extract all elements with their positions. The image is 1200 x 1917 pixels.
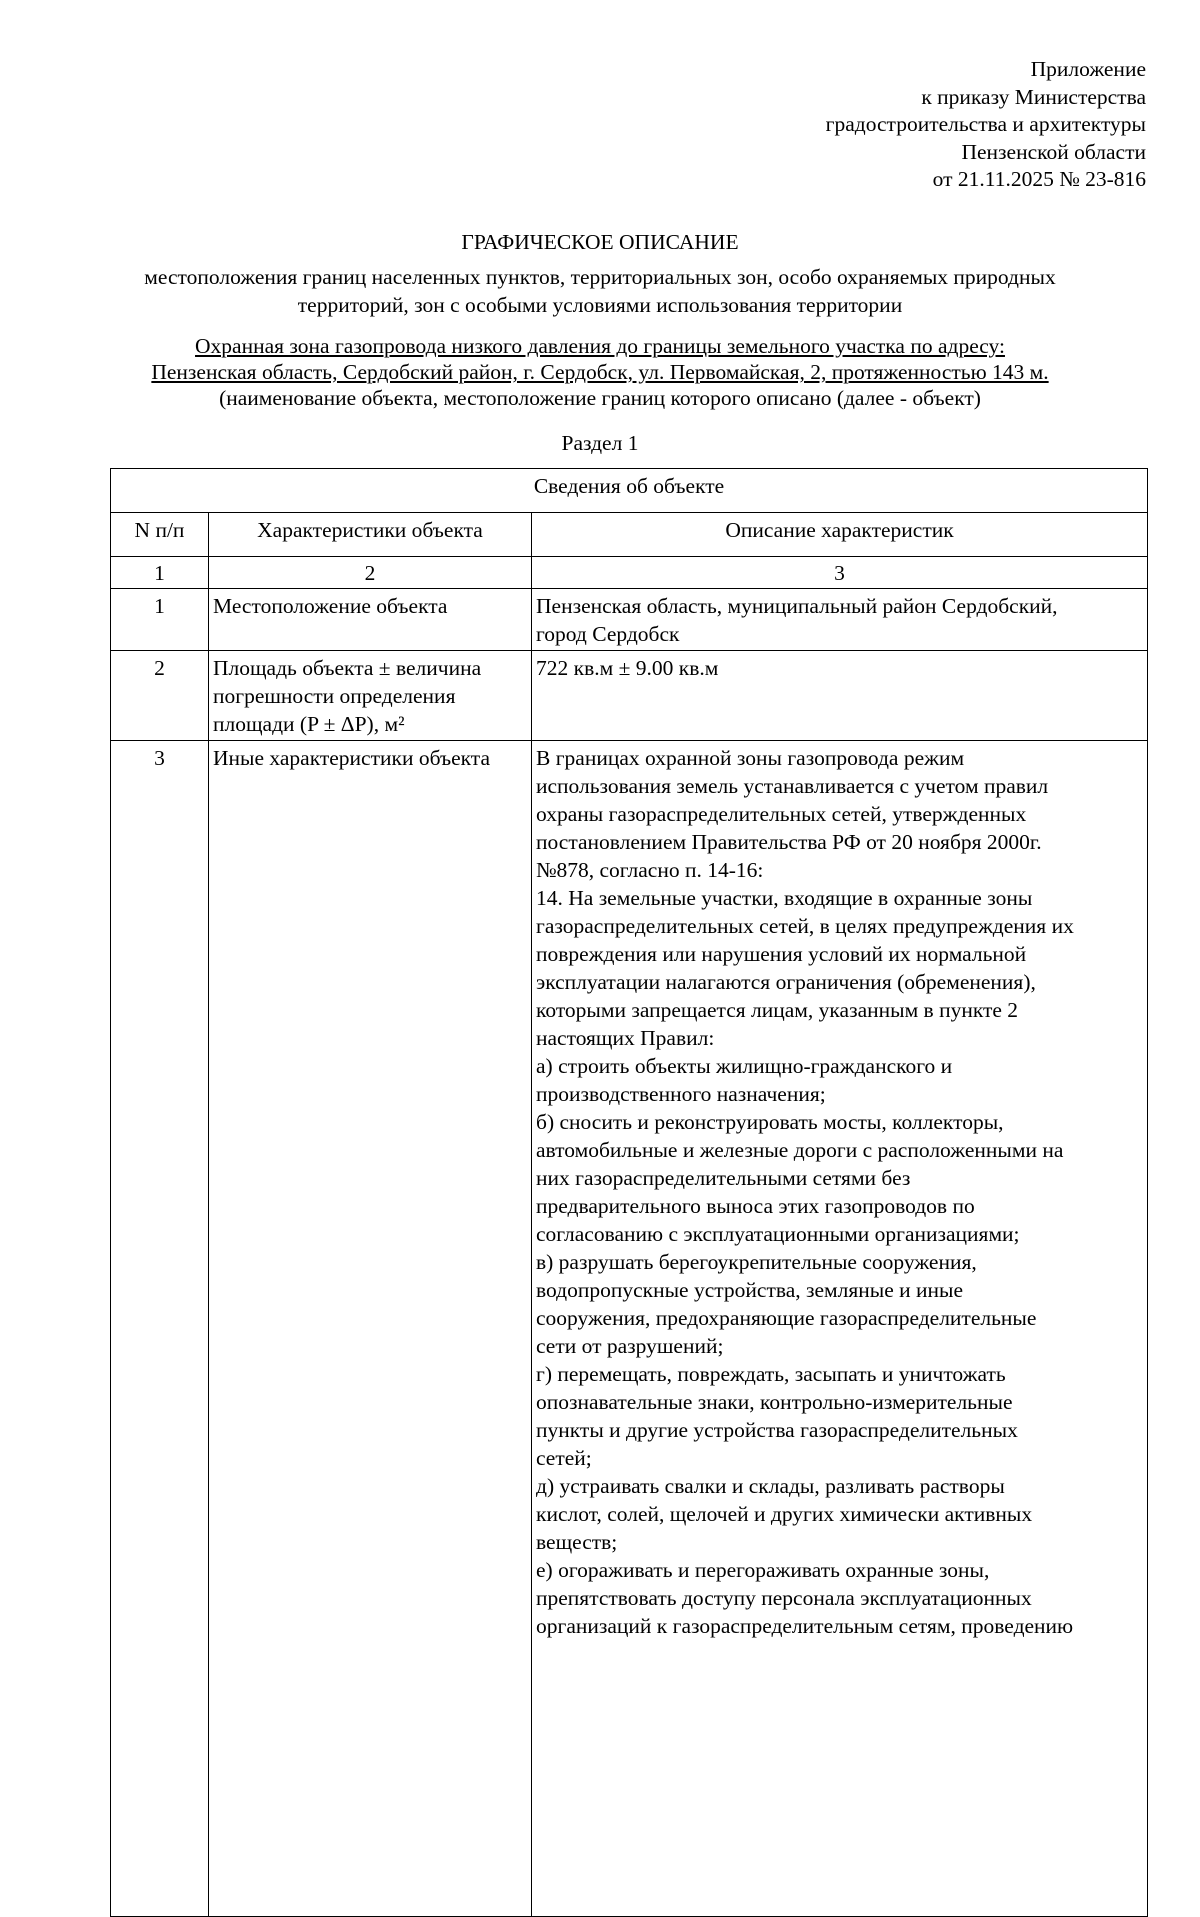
text-line: №878, согласно п. 14-16:	[536, 858, 764, 882]
text-line: город Сердобск	[536, 622, 680, 646]
column-header-characteristic: Характеристики объекта	[209, 513, 532, 557]
document-subtitle-line: местоположения границ населенных пунктов, территориальных зон, особо охраняемых природных	[144, 265, 1056, 289]
row-number: 3	[111, 741, 209, 1917]
appendix-block	[826, 56, 1146, 194]
column-number: 3	[532, 557, 1148, 589]
text-line: повреждения или нарушения условий их нормальной	[536, 942, 1027, 966]
text-line: согласованию с эксплуатационными организациями;	[536, 1222, 1020, 1246]
text-line: предварительного выноса этих газопроводов по	[536, 1194, 975, 1218]
text-line: погрешности определения	[213, 684, 456, 708]
text-line: Местоположение объекта	[213, 594, 448, 618]
table-header-row	[111, 469, 1148, 513]
column-number: 1	[111, 557, 209, 589]
text-line: б) сносить и реконструировать мосты, коллекторы,	[536, 1110, 1004, 1134]
object-name-line: Охранная зона газопровода низкого давления до границы земельного участка по адресу:	[195, 334, 1005, 358]
column-header-number: N п/п	[111, 513, 209, 557]
text-line: настоящих Правил:	[536, 1026, 715, 1050]
document-subtitle-line: территорий, зон с особыми условиями использования территории	[297, 293, 903, 317]
text-line: автомобильные и железные дороги с расположенными на	[536, 1138, 1064, 1162]
text-line: а) строить объекты жилищно-гражданского и	[536, 1054, 953, 1078]
object-name-line: Пензенская область, Сердобский район, г. Сердобск, ул. Первомайская, 2, протяженностью 143 м.	[151, 360, 1049, 384]
text-line: в) разрушать берегоукрепительные сооружения,	[536, 1250, 977, 1274]
text-line: сети от разрушений;	[536, 1334, 724, 1358]
text-line: Иные характеристики объекта	[213, 746, 491, 770]
text-line: веществ;	[536, 1530, 618, 1554]
text-line: 722 кв.м ± 9.00 кв.м	[536, 656, 719, 680]
appendix-line: Приложение	[1030, 57, 1146, 81]
text-line: д) устраивать свалки и склады, разливать растворы	[536, 1474, 1005, 1498]
table-column-numbers-row	[111, 557, 1148, 589]
table-header: Сведения об объекте	[111, 469, 1148, 513]
text-line: газораспределительных сетей, в целях предупреждения их	[536, 914, 1074, 938]
object-name-block	[100, 333, 1100, 411]
text-line: кислот, солей, щелочей и других химически активных	[536, 1502, 1033, 1526]
text-line: опознавательные знаки, контрольно-измерительные	[536, 1390, 1013, 1414]
appendix-date-number: от 21.11.2025 № 23-816	[932, 167, 1146, 191]
text-line: использования земель устанавливается с учетом правил	[536, 774, 1049, 798]
text-line: постановлением Правительства РФ от 20 ноября 2000г.	[536, 830, 1042, 854]
appendix-line: Пензенской области	[961, 139, 1146, 164]
row-number: 2	[111, 651, 209, 741]
appendix-line: к приказу Министерства	[921, 84, 1146, 109]
text-line: г) перемещать, повреждать, засыпать и уничтожать	[536, 1362, 1006, 1386]
row-number: 1	[111, 589, 209, 651]
text-line: водопропускные устройства, земляные и иные	[536, 1278, 964, 1302]
object-info-table	[110, 468, 1148, 1917]
text-line: охраны газораспределительных сетей, утвержденных	[536, 802, 1027, 826]
text-line: В границах охранной зоны газопровода режим	[536, 746, 965, 770]
row-characteristic	[209, 741, 532, 1917]
document-title: ГРАФИЧЕСКОЕ ОПИСАНИЕ	[461, 230, 739, 254]
text-line: е) огораживать и перегораживать охранные зоны,	[536, 1558, 990, 1582]
text-line: 14. На земельные участки, входящие в охранные зоны	[536, 886, 1033, 910]
row-description	[532, 741, 1148, 1917]
text-line: сетей;	[536, 1446, 592, 1470]
text-line: площади (P ± ΔP), м²	[213, 712, 405, 736]
text-line: которыми запрещается лицам, указанным в пункте 2	[536, 998, 1019, 1022]
text-line: Пензенская область, муниципальный район Сердобский,	[536, 594, 1058, 618]
table-row	[111, 651, 1148, 741]
text-line: сооружения, предохраняющие газораспределительные	[536, 1306, 1037, 1330]
table-row	[111, 589, 1148, 651]
row-description	[532, 651, 1148, 741]
text-line: пункты и другие устройства газораспределительных	[536, 1418, 1018, 1442]
section-label: Раздел 1	[561, 431, 639, 455]
text-line: них газораспределительными сетями без	[536, 1166, 911, 1190]
text-line: эксплуатации налагаются ограничения (обременения),	[536, 970, 1036, 994]
column-header-description: Описание характеристик	[532, 513, 1148, 557]
row-characteristic	[209, 589, 532, 651]
column-number: 2	[209, 557, 532, 589]
document-heading	[100, 228, 1100, 319]
text-line: Площадь объекта ± величина	[213, 656, 482, 680]
row-characteristic	[209, 651, 532, 741]
object-name-caption: (наименование объекта, местоположение границ которого описано (далее - объект)	[219, 386, 981, 410]
text-line: препятствовать доступу персонала эксплуатационных	[536, 1586, 1032, 1610]
table-row	[111, 741, 1148, 1917]
table-columns-row	[111, 513, 1148, 557]
text-line: организаций к газораспределительным сетям, проведению	[536, 1614, 1074, 1638]
text-line: производственного назначения;	[536, 1082, 826, 1106]
appendix-line: градостроительства и архитектуры	[825, 112, 1146, 136]
row-description	[532, 589, 1148, 651]
